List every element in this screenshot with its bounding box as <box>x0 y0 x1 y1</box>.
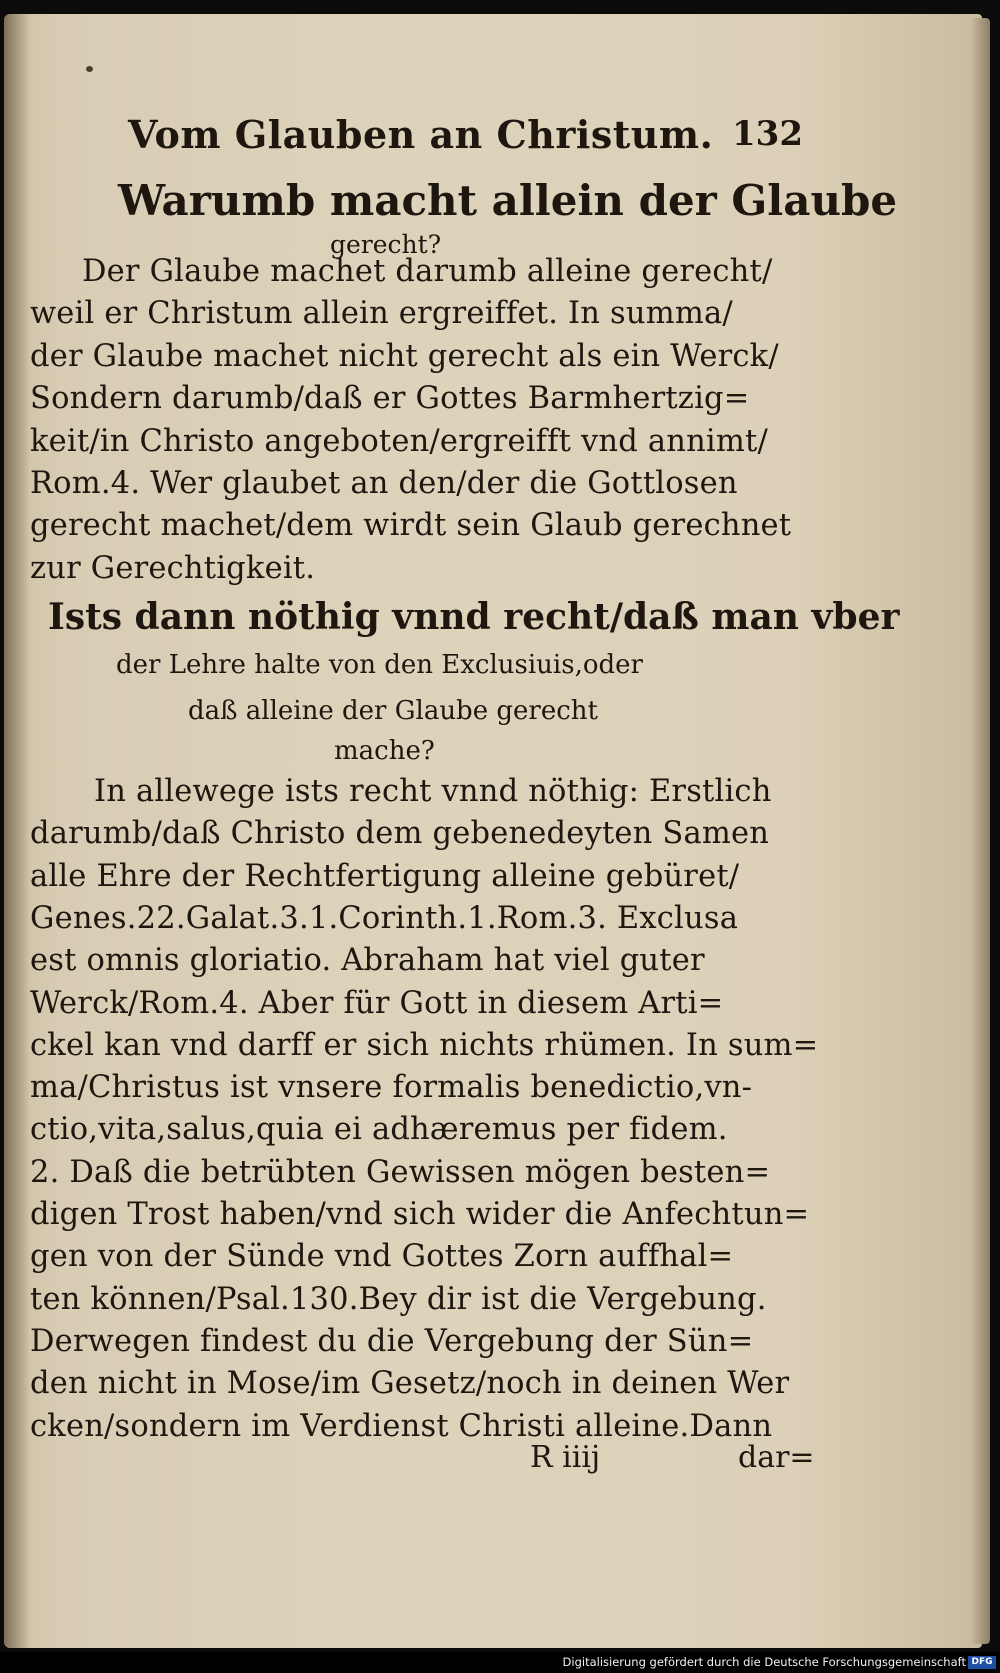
text-line: ctio,vita,salus,quia ei adhæremus per fidem. <box>30 1112 728 1148</box>
page-edge <box>972 18 990 1644</box>
text-line: gerecht machet/dem wirdt sein Glaub gerechnet <box>30 508 792 544</box>
binding-shadow <box>4 14 30 1648</box>
question-1-title-cont: gerecht? <box>330 230 442 259</box>
text-line: darumb/daß Christo dem gebenedeyten Samen <box>30 816 770 852</box>
question-2-title-line: daß alleine der Glaube gerecht <box>188 696 598 726</box>
text-line: cken/sondern im Verdienst Christi alleine.Dann <box>30 1408 773 1444</box>
catchword: dar= <box>738 1440 815 1475</box>
running-head: Vom Glauben an Christum. <box>128 112 714 157</box>
text-line: 2. Daß die betrübten Gewissen mögen besten= <box>30 1154 771 1190</box>
text-line: keit/in Christo angeboten/ergreifft vnd annimt/ <box>30 423 768 459</box>
text-line: Rom.4. Wer glaubet an den/der die Gottlosen <box>30 466 738 501</box>
text-line: ckel kan vnd darff er sich nichts rhümen. In sum= <box>30 1027 819 1063</box>
dfg-logo: DFG <box>968 1656 996 1669</box>
text-line: Genes.22.Galat.3.1.Corinth.1.Rom.3. Exclusa <box>30 900 739 936</box>
page-number: 132 <box>732 114 803 154</box>
text-line: Werck/Rom.4. Aber für Gott in diesem Arti= <box>30 985 724 1021</box>
text-line: gen von der Sünde vnd Gottes Zorn auffhal= <box>30 1239 734 1275</box>
question-2-title-line: mache? <box>334 736 435 766</box>
text-line: ma/Christus ist vnsere formalis benedictio,vn- <box>30 1070 753 1106</box>
text-line: zur Gerechtigkeit. <box>30 550 316 586</box>
text-line: Der Glaube machet darumb alleine gerecht/ <box>82 254 773 289</box>
text-line: alle Ehre der Rechtfertigung alleine gebüret/ <box>30 858 740 894</box>
signature-mark: R iiij <box>530 1440 601 1475</box>
text-line: In allewege ists recht vnnd nöthig: Erstlich <box>94 774 772 809</box>
question-2-title-line: Ists dann nöthig vnnd recht/daß man vber <box>48 596 900 638</box>
ink-speck <box>86 66 93 72</box>
text-line: der Glaube machet nicht gerecht als ein Werck/ <box>30 338 779 374</box>
question-2-title-line: der Lehre halte von den Exclusiuis,oder <box>116 650 643 680</box>
text-line: ten können/Psal.130.Bey dir ist die Vergebung. <box>30 1281 767 1317</box>
text-line: Sondern darumb/daß er Gottes Barmhertzig= <box>30 381 750 417</box>
question-1-title: Warumb macht allein der Glaube <box>118 176 898 225</box>
digitization-credit: Digitalisierung gefördert durch die Deutsche Forschungsgemeinschaft <box>562 1655 966 1669</box>
text-line: Derwegen findest du die Vergebung der Sün= <box>30 1323 754 1359</box>
text-line: digen Trost haben/vnd sich wider die Anfechtun= <box>30 1197 810 1232</box>
text-line: weil er Christum allein ergreiffet. In summa/ <box>30 296 733 332</box>
text-line: est omnis gloriatio. Abraham hat viel guter <box>30 943 705 979</box>
text-line: den nicht in Mose/im Gesetz/noch in deinen Wer <box>30 1366 790 1402</box>
